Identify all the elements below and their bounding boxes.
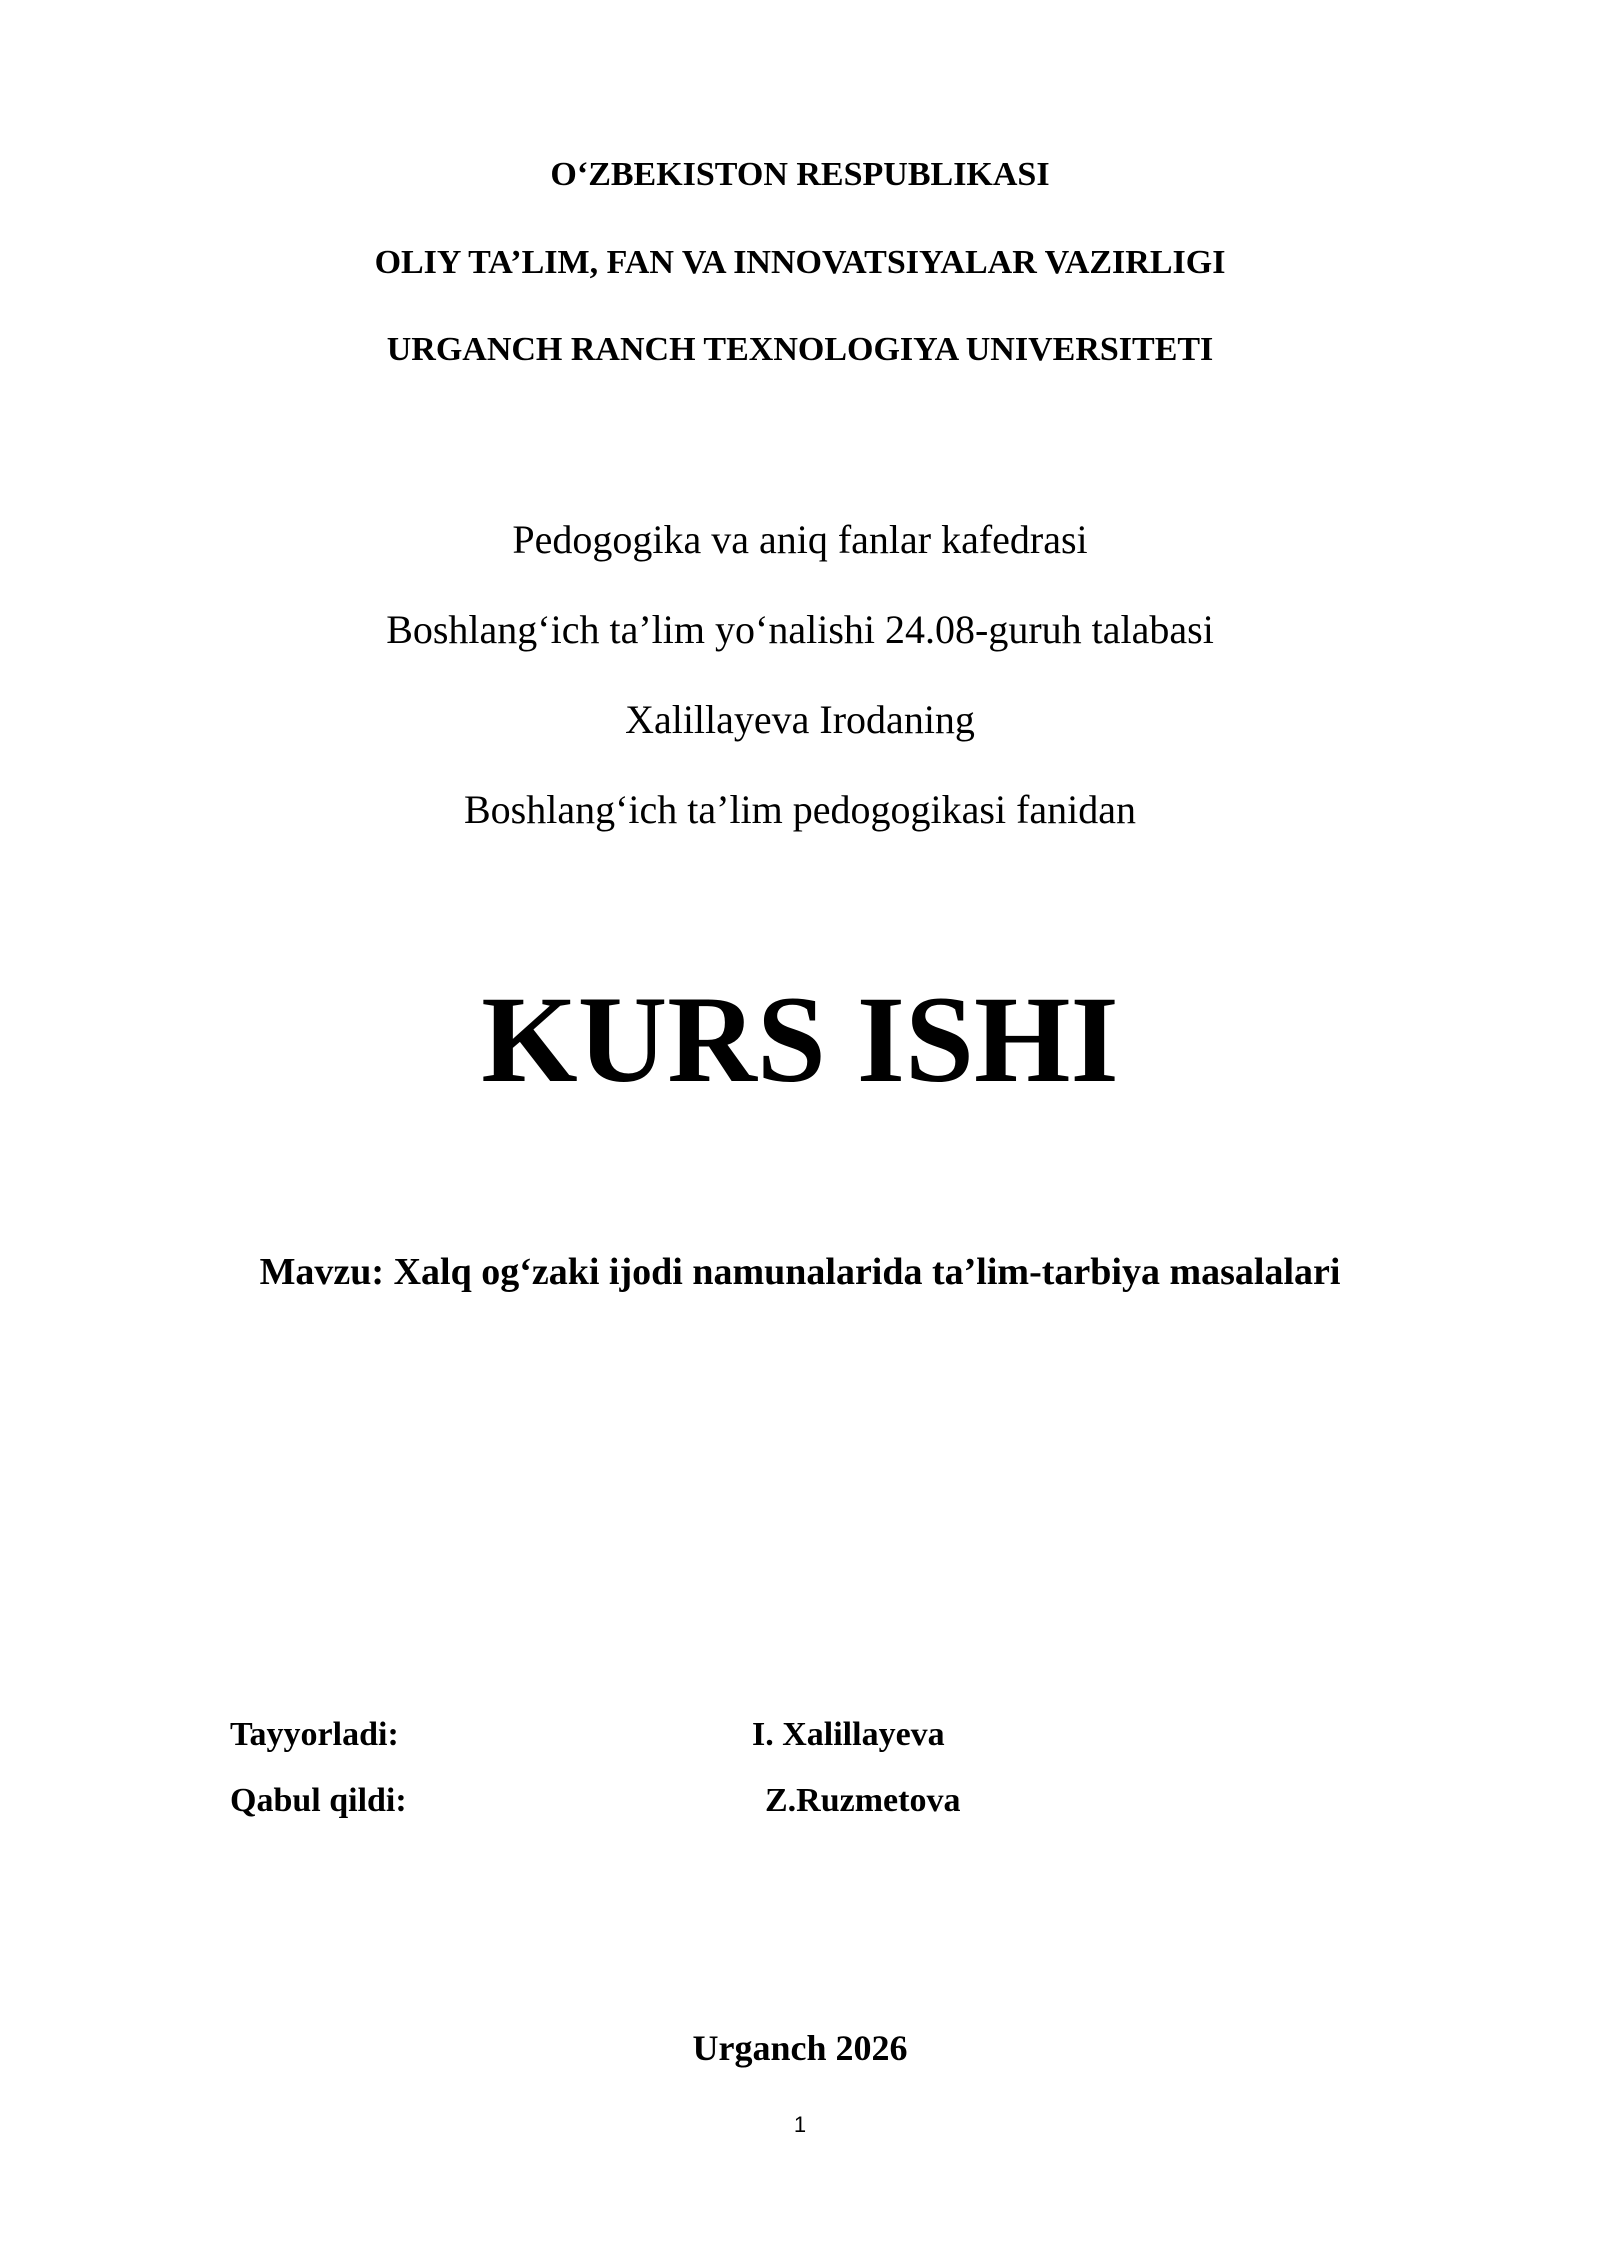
accepted-name: Z.Ruzmetova <box>765 1782 961 1819</box>
university-heading: URGANCH RANCH TEXNOLOGIYA UNIVERSITETI <box>386 331 1214 368</box>
prepared-label: Tayyorladi: <box>230 1716 399 1753</box>
ministry-heading: OLIY TA’LIM, FAN VA INNOVATSIYALAR VAZIRLIGI <box>374 244 1226 281</box>
student-name-line: Xalillayeva Irodaning <box>625 697 975 742</box>
document-title: KURS ISHI <box>481 971 1119 1108</box>
republic-heading: O‘ZBEKISTON RESPUBLIKASI <box>550 156 1050 193</box>
accepted-label: Qabul qildi: <box>230 1782 407 1819</box>
topic-line: Mavzu: Xalq og‘zaki ijodi namunalarida ta’lim-tarbiya masalalari <box>259 1251 1341 1293</box>
prepared-name: I. Xalillayeva <box>752 1716 945 1753</box>
department-line: Pedogogika va aniq fanlar kafedrasi <box>512 517 1088 562</box>
city-year: Urganch 2026 <box>692 2028 908 2068</box>
student-group-line: Boshlang‘ich ta’lim yo‘nalishi 24.08-guruh talabasi <box>386 607 1214 652</box>
subject-line: Boshlang‘ich ta’lim pedogogikasi fanidan <box>463 787 1137 832</box>
page-number: 1 <box>793 2112 807 2137</box>
